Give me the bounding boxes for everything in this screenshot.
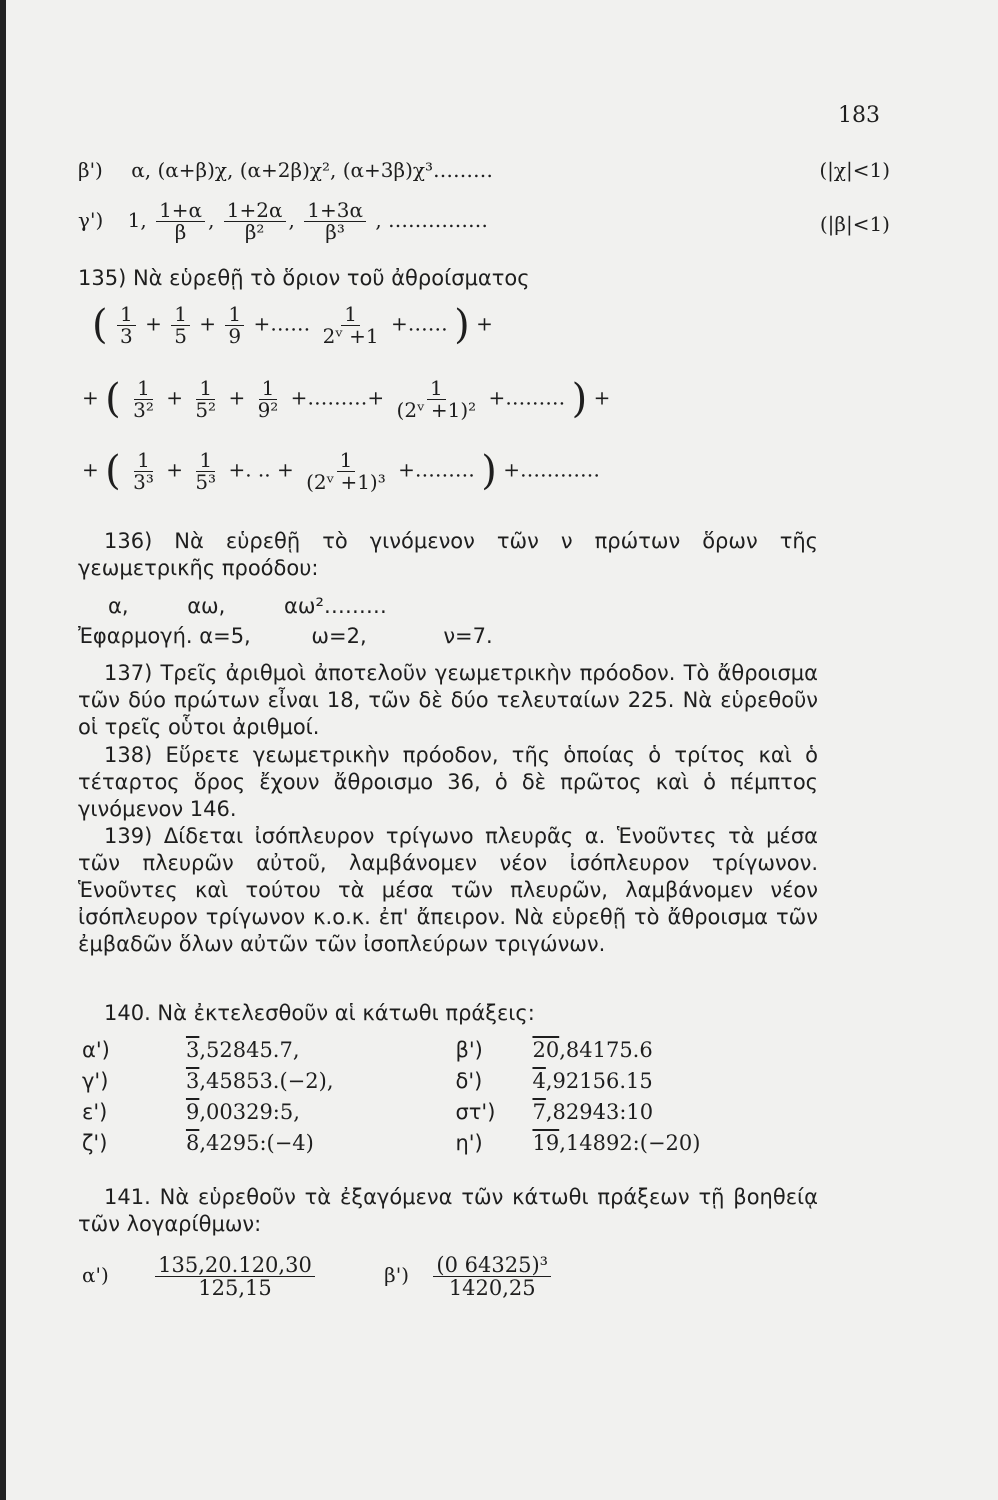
fraction	[156, 200, 205, 243]
denominator: (2ᵛ +1)²	[396, 397, 477, 422]
fraction	[117, 301, 136, 348]
operation-row	[82, 1096, 802, 1127]
denominator: β	[174, 220, 187, 244]
expression-label: α')	[82, 1263, 109, 1288]
denominator: 5	[174, 323, 187, 348]
operation-row	[82, 1065, 802, 1096]
fraction	[171, 301, 190, 348]
characteristic: 20	[532, 1037, 560, 1062]
numerator: 1	[117, 304, 136, 326]
numerator: 1	[337, 450, 356, 472]
problem-140-title: 140. Νὰ ἐκτελεσθοῦν αἱ κάτωθι πράξεις:	[104, 1001, 535, 1025]
characteristic: 8	[185, 1130, 200, 1155]
operator: +…………	[503, 457, 600, 482]
denominator: 125,15	[198, 1276, 272, 1301]
fraction	[394, 375, 480, 422]
scan-edge	[0, 0, 6, 1500]
numerator: 1+3α	[304, 200, 366, 222]
denominator: β³	[325, 220, 345, 244]
series-gamma-line: γ') 1, $\frac{1+\alpha}{\beta}$ , $\frac{1+2\alpha}{\text{β²}}$ , $\frac{1+3\alpha}{\text{β³}}$ , …………… (|β|<1)	[78, 198, 890, 244]
operator: +………	[488, 385, 566, 410]
series-label: γ')	[78, 208, 104, 232]
numerator: 135,20.120,30	[155, 1254, 315, 1277]
close-paren: )	[454, 302, 470, 348]
denominator: 3²	[133, 397, 154, 422]
close-paren: )	[571, 376, 588, 422]
fraction	[225, 301, 244, 348]
term: α,	[108, 594, 129, 618]
problem-136-application	[78, 624, 890, 648]
series-condition: (|χ|<1)	[819, 158, 890, 182]
open-paren: (	[105, 376, 121, 422]
fraction	[255, 375, 282, 422]
mantissa: ,84175.6	[559, 1037, 653, 1062]
numerator: 1	[134, 450, 153, 472]
characteristic: 9	[185, 1099, 200, 1124]
fraction	[155, 1254, 315, 1299]
mantissa: ,82943:10	[545, 1099, 654, 1124]
operation-row	[82, 1034, 802, 1065]
denominator: 9²	[257, 397, 279, 422]
denominator: 2ᵛ +1	[322, 323, 379, 348]
numerator: 1	[134, 378, 153, 400]
operation-value	[186, 1131, 456, 1155]
numerator: 1	[225, 304, 244, 326]
numerator: 1	[341, 304, 360, 326]
numerator: 1+2α	[224, 200, 286, 222]
problem-141-expressions	[82, 1254, 890, 1299]
series-beta-line	[78, 158, 890, 182]
expression-label: β')	[384, 1263, 410, 1288]
numerator: 1	[196, 450, 215, 472]
term: αω²………	[284, 594, 387, 618]
application-value: ω=2,	[311, 624, 367, 648]
denominator: 3³	[133, 469, 154, 494]
application-value: ν=7.	[443, 624, 493, 648]
fraction	[320, 301, 382, 348]
problem-138: 138) Εὕρετε γεωμετρικὴν πρόοδον, τῆς ὁποίας ὁ τρίτος καὶ ὁ τέταρτος ὅρος ἔχουν ἄθροισμο 36, ὁ δὲ πρῶτος καὶ ὁ πέμπτος γινόμενον 146.	[78, 743, 818, 821]
operator: +	[82, 457, 99, 482]
denominator: 1420,25	[448, 1276, 536, 1301]
series-dots: , ……………	[375, 208, 489, 232]
operator: +	[82, 385, 99, 410]
operator: +……	[253, 311, 311, 336]
operator: +	[199, 311, 217, 336]
characteristic: 3	[185, 1068, 200, 1093]
mantissa: ,14892:(−20)	[559, 1130, 701, 1155]
fraction	[130, 447, 157, 494]
operator: +	[145, 311, 162, 336]
operation-label: ε')	[82, 1099, 108, 1124]
operator: +	[476, 311, 493, 336]
operation-row	[82, 1127, 802, 1158]
operator: +	[593, 385, 611, 410]
open-paren: (	[92, 302, 108, 348]
operation-value	[532, 1038, 802, 1062]
operator: +	[166, 457, 183, 482]
denominator: 5²	[195, 397, 217, 422]
denominator: (2ᵛ +1)³	[306, 469, 386, 494]
characteristic: 7	[532, 1099, 546, 1124]
operation-value	[186, 1038, 456, 1062]
fraction	[130, 375, 157, 422]
numerator: (0 64325)³	[433, 1254, 551, 1277]
series-label: β')	[78, 158, 103, 182]
mantissa: ,00329:5,	[199, 1099, 300, 1124]
page-number: 183	[838, 103, 880, 128]
operation-label: ζ')	[82, 1130, 108, 1155]
numerator: 1	[196, 378, 215, 400]
fraction	[304, 200, 366, 243]
term: αω,	[187, 594, 226, 618]
limit-sum-row-1	[92, 302, 890, 348]
problem-140-operations	[82, 1034, 802, 1158]
denominator: 3	[119, 323, 133, 348]
problem-141-title: 141. Νὰ εὑρεθοῦν τὰ ἐξαγόμενα τῶν κάτωθι πράξεων τῇ βοηθείᾳ τῶν λογαρίθμων:	[78, 1185, 818, 1236]
operation-value	[186, 1069, 456, 1093]
problem-139: 139) Δίδεται ἰσόπλευρον τρίγωνο πλευρᾶς α. Ἑνοῦντες τὰ μέσα τῶν πλευρῶν αὐτοῦ, λαμβάνομεν νέον ἰσόπλευρον τρίγωνον. Ἑνοῦντες καὶ τούτου τὰ μέσα τῶν πλευρῶν, λαμβάνομεν νέον ἰσόπλευρον τρίγωνον κ.ο.κ. ἐπ' ἄπειρον. Νὰ εὑρεθῇ τὸ ἄθροισμα τῶν ἐμβαδῶν ὅλων αὐτῶν τῶν ἰσοπλεύρων τριγώνων.	[78, 824, 818, 956]
operation-label: στ')	[455, 1099, 496, 1124]
operation-value	[532, 1131, 802, 1155]
limit-sum-row-2	[82, 376, 890, 422]
numerator: 1	[259, 378, 278, 400]
limit-sum-row-3	[82, 448, 890, 494]
operation-label: β')	[455, 1037, 483, 1062]
problem-136-terms	[108, 594, 890, 618]
operation-label: δ')	[455, 1068, 483, 1093]
operation-label: η')	[455, 1130, 483, 1155]
operator: +………+	[290, 385, 385, 410]
problem-137: 137) Τρεῖς ἀριθμοὶ ἀποτελοῦν γεωμετρικὴν πρόοδον. Τὸ ἄθροισμα τῶν δύο πρώτων εἶναι 18, τῶν δὲ δύο τελευταίων 225. Νὰ εὑρεθοῦν οἱ τρεῖς οὗτοι ἀριθμοί.	[78, 661, 818, 739]
application-label: Ἐφαρμογή. α=5,	[78, 624, 251, 648]
operator: +………	[398, 457, 475, 482]
operation-value	[532, 1100, 802, 1124]
characteristic: 19	[532, 1130, 560, 1155]
operation-label: γ')	[82, 1068, 109, 1093]
series-condition: (|β|<1)	[819, 212, 890, 236]
denominator: 9	[228, 323, 242, 348]
mantissa: ,4295:(−4)	[199, 1130, 314, 1155]
operation-label: α')	[82, 1037, 110, 1062]
close-paren: )	[481, 448, 497, 494]
problem-136-text: 136) Νὰ εὑρεθῇ τὸ γινόμενον τῶν ν πρώτων ὅρων τῆς γεωμετρικῆς προόδου:	[78, 529, 818, 580]
characteristic: 4	[532, 1068, 546, 1093]
operator: +	[228, 385, 246, 410]
series-first-term: 1,	[127, 208, 147, 232]
operator: +……	[391, 311, 448, 336]
fraction	[192, 375, 219, 422]
characteristic: 3	[185, 1037, 200, 1062]
open-paren: (	[105, 448, 121, 494]
mantissa: ,52845.7,	[199, 1037, 300, 1062]
operator: +	[166, 385, 183, 410]
mantissa: ,92156.15	[545, 1068, 653, 1093]
numerator: 1	[427, 378, 446, 400]
numerator: 1	[171, 304, 190, 326]
denominator: β²	[244, 220, 265, 244]
denominator: 5³	[195, 469, 217, 494]
problem-135-title: 135) Νὰ εὑρεθῇ τὸ ὅριον τοῦ ἀθροίσματος	[78, 266, 530, 290]
fraction	[192, 447, 219, 494]
operation-value	[532, 1069, 802, 1093]
fraction	[224, 200, 286, 243]
operation-value	[186, 1100, 456, 1124]
fraction	[303, 447, 389, 494]
fraction	[433, 1254, 551, 1299]
operator: +. .. +	[228, 457, 294, 482]
series-terms: α, (α+β)χ, (α+2β)χ², (α+3β)χ³………	[131, 158, 494, 182]
mantissa: ,45853.(−2),	[199, 1068, 334, 1093]
numerator: 1+α	[156, 200, 205, 222]
